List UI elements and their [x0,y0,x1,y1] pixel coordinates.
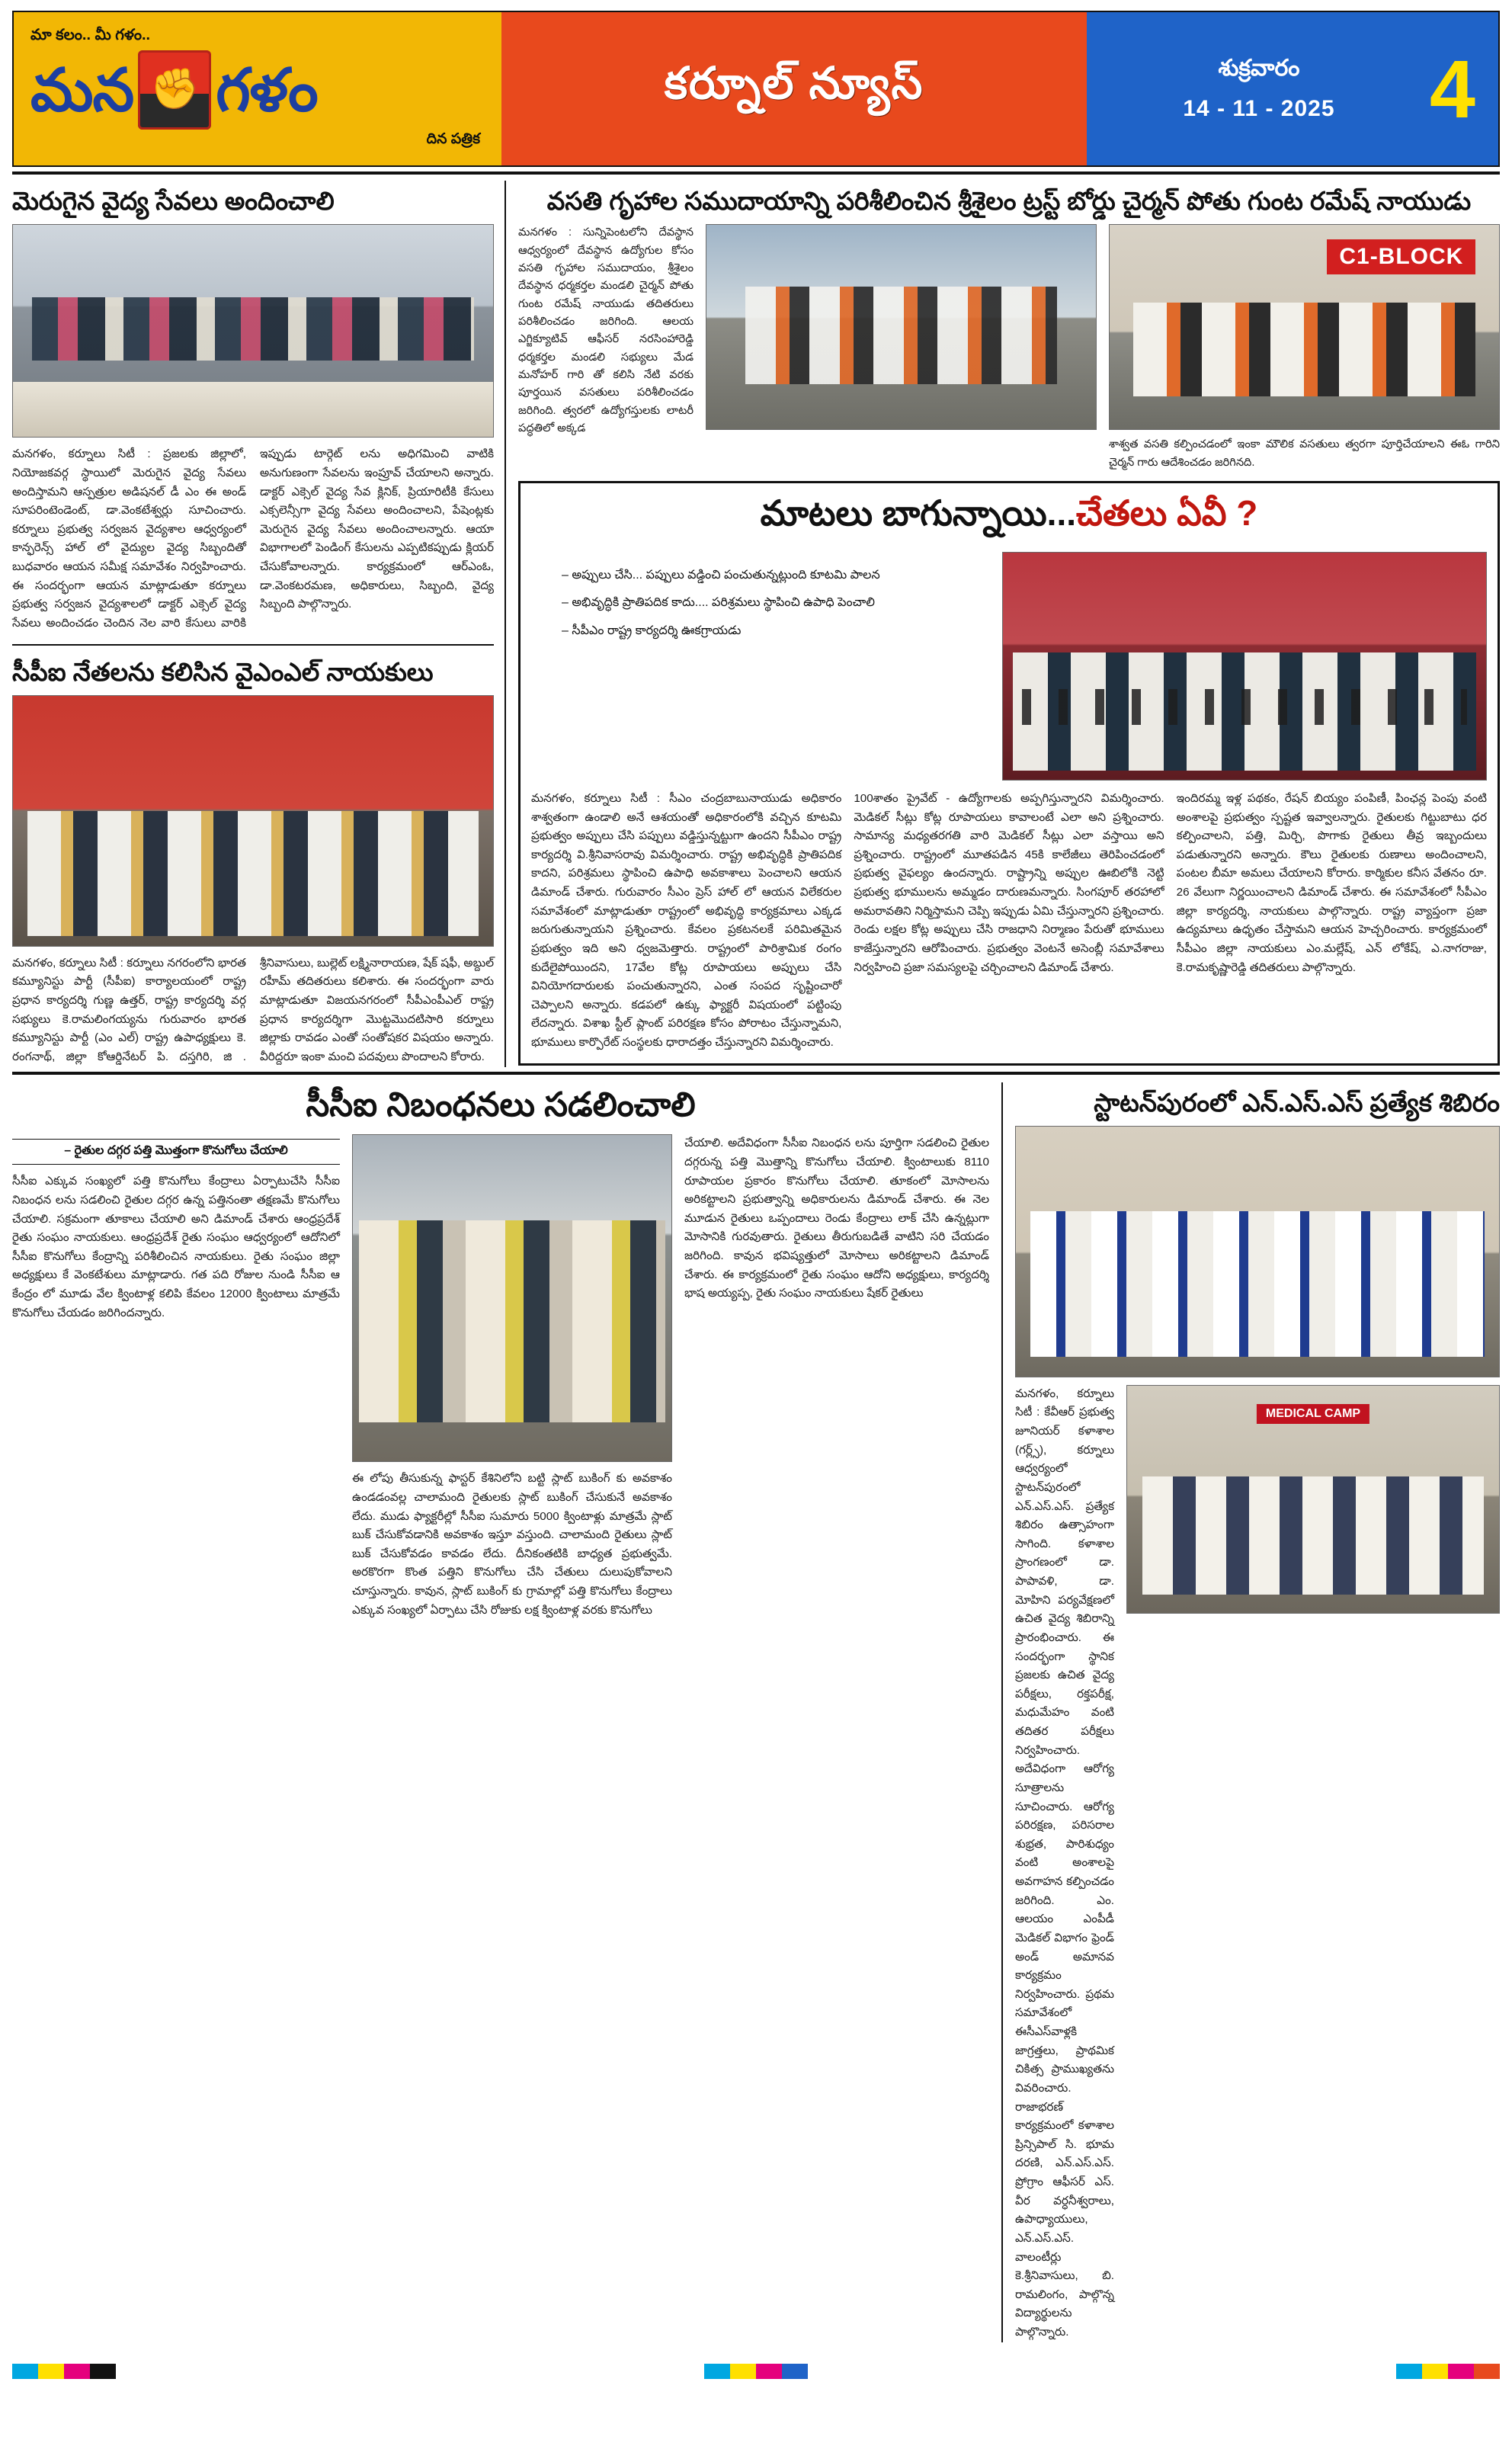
masthead-date: 14 - 11 - 2025 [1183,96,1335,121]
masthead-brand [14,12,501,165]
article3-col-2: 100శాతం ప్రైవేట్ - ఉద్యోగాలకు అప్పగిస్తున్నారని విమర్శించారు. మెడికల్ సీట్లు కోట్ల రూపాయలు కావాలంటే ఎలా అని ప్రశ్నించారు. సామాన్య మధ్యతరగతి వారి మెడికల్ సీట్లు ఎలా వస్తాయి అని ప్రశ్నించారు. రాష్ట్రంలో మూతపడిన 45కి కాలేజీలు తెరిపించడంలో ప్రభుత్వ వైఫల్యం ఉందన్నారు. రాష్ట్రాన్ని అప్పుల ఊబిలోకి నెట్టి ప్రభుత్వ భూములను అమ్మడం దారుణమన్నారు. సింగపూర్ తరహాలో అమరావతిని నిర్మిస్తామని చెప్పి ఇప్పుడు ఏమి చేస్తున్నారని ప్రశ్నించారు. రెండు లక్షల కోట్ల అప్పులు చేసి రాజధాని నిర్మాణం పేరుతో భూములు కాజేస్తున్నారని ఆరోపించారు. ప్రభుత్వం వెంటనే అసెంబ్లీ సమావేశాలు నిర్వహించి ప్రజా సమస్యలపై చర్చించాలని డిమాండ్ చేశారు. [854,791,1164,974]
column-right [506,181,1500,1067]
masthead-logo [30,50,501,130]
article6-photo-1 [1015,1126,1500,1377]
footer-registration-bars [12,2356,1500,2379]
article4-photo [12,695,494,947]
article-cci [12,1082,1003,2342]
article5-col-2: ఈ లోపు తీసుకున్న ఫాస్టర్ కేశినిలోని బట్టి స్లాట్ బుకింగ్ కు అవకాశం ఉండడంవల్ల చాలామంది రైతులకు స్లాట్ బుకింగ్ చేసుకునే అవకాశం లేదు. ముడు ఫ్యాక్టరీల్లో సీసీఐ సుమారు 5000 క్వింటాళ్లు మాత్రమే స్లాట్ బుక్ చేసుకోవడానికి అవకాశం ఇస్తూ వస్తుంది. చాలామంది రైతులు స్లాట్ బుక్ చేసుకోవడం కావడం లేదు. దీనికంతటికి బాధ్యత ప్రభుత్వమే. అరకొరగా కొంత పత్తిని కొనుగోలు చేసి చేతులు దులుపుకోవాలని చూస్తున్నారు. కావున, స్లాట్ బుకింగ్ కు గ్రామాల్లో పత్తి కొనుగోలు కేంద్రాలు ఎక్కువ సంఖ్యలో ఏర్పాటు చేసి రోజుకు లక్ష క్వింటాళ్ల వరకు కొనుగోలు [352,1472,672,1617]
article3-headline [531,492,1487,543]
article-cpi-meeting [12,656,494,1067]
article2-headline: వసతి గృహాల సముదాయాన్ని పరిశీలించిన శ్రీశైలం ట్రస్ట్ బోర్డు చైర్మన్ పోతు గుంట రమేష్ నాయుడు [546,187,1472,215]
color-swatch-yellow [1422,2364,1448,2379]
article3-headline-part1: మాటలు బాగున్నాయి... [760,492,1077,533]
masthead-logo-sub: దిన పత్రిక [426,131,480,147]
article2-row [518,224,1500,472]
article2-photo-1 [706,224,1097,430]
article-nss-camp [1003,1082,1500,2342]
article3-photo [1002,552,1487,781]
article5-right [684,1134,989,1303]
color-swatch-magenta [756,2364,782,2379]
bottom-band [12,1082,1500,2342]
article5-col-1: సీసీఐ ఎక్కువ సంఖ్యలో పత్తి కొనుగోలు కేంద్రాలు ఏర్పాటుచేసి సీసీఐ నిబంధన లను సడలించి రైతుల దగ్గర ఉన్న పత్తినంతా తక్షణమే కొనుగోలు చేయాలి. సక్రమంగా తూకాలు చేయాలి అని డిమాండ్ చేశారు ఆంధ్రప్రదేశ్ రైతు సంఘం నాయకులు. ఆంధ్రప్రదేశ్ రైతు సంఘం ఆధ్వర్యంలో ఆదోనిలో సీసీఐ కొనుగోలు కేంద్రాన్ని పరిశీలించిన నాయకులు. రైతు సంఘం జిల్లా అధ్యక్షులు కే వెంకటేశులు మాట్లాడారు. గత పది రోజుల నుండి సీసీఐ ఆ కేంద్రం లో మూడు వేల క్వింటాళ్ల కలిపి కేవలం 12000 క్వింటాలు మాత్రమే కొనుగోలు చేయడం జరిగిందన్నారు. [12,1175,340,1319]
article3-photo-wrap [1002,552,1487,781]
color-bar-group-right [1396,2364,1500,2379]
article3-bullet-1: – అప్పులు చేసి... పప్పులు వడ్డించి పంచుతున్నట్లుంది కూటమి పాలన [562,564,979,587]
article5-left [12,1134,340,1322]
top-band [12,181,1500,1067]
color-swatch-cyan [12,2364,38,2379]
masthead-logo-text-right: గళం [216,56,318,123]
color-swatch-magenta [1448,2364,1474,2379]
fist-icon: ✊ [138,50,211,130]
article4-body: మనగళం, కర్నూలు సిటీ : కర్నూలు నగరంలోని భారత కమ్యూనిస్టు పార్టీ (సీపీఐ) కార్యాలయంలో రాష్ట్ర ప్రధాన కార్యదర్శి గుణ్ణ ఉత్తర్, రాష్ట్ర కార్యదర్శి వర్గ సభ్యులు కె.రామలింగయ్యను గురువారం భారత కమ్యూనిస్టు పార్టీ (ఎం ఎల్) రాష్ట్ర ఉపాధ్యక్షులు కె. రంగనాథ్, జిల్లా కోఆర్డినేటర్ పి. దస్తగిరి, జి . శ్రీనివాసులు, బుల్లెట్ లక్ష్మినారాయణ, షేక్ షఫీ, అబ్దుల్ రహీమ్ తదితరులు కలిశారు. ఈ సందర్భంగా వారు మాట్లాడుతూ విజయనగరంలో సీపీఎంపీఎల్ రాష్ట్ర ప్రధాన కార్యదర్శిగా మొట్టమొదటిసారి కర్నూలు జిల్లాకు రావడం ఎంతో సంతోషకర విషయం అన్నారు. వీరిద్దరూ ఇంకా మంచి పదవులు పొందాలని కోరారు. [12,956,494,1063]
article1-photo [12,224,494,438]
masthead-logo-text-left: మన [30,56,134,123]
divider-1 [12,644,494,646]
article3-bullet-2: – అభివృద్ధికి ప్రాతిపదిక కాదు.... పరిశ్రమలు స్థాపించి ఉపాధి పెంచాలి [562,592,979,614]
article3-col-1: మనగళం, కర్నూలు సిటీ : సీఎం చంద్రబాబునాయుడు అధికారం శాశ్వతంగా ఉండాలి అనే ఆశయంతో అధికారంలోకి వచ్చిన కూటమి ప్రభుత్వం అప్పులు చేసి పప్పులు వడ్డిస్తున్నట్టుగా ఉందని సీపీఎం రాష్ట్ర కార్యదర్శి వి.శ్రీనివాసరావు విమర్శించారు. రాష్ట్ర అభివృద్ధికి ప్రాతిపదిక కాదని, పరిశ్రమలు స్థాపించి ఉపాధి అవకాశాలు పెంచాలని ఆయన డిమాండ్ చేశారు. గురువారం సీఎం ప్రెస్ హాల్ లో ఆయన విలేకరుల సమావేశంలో మాట్లాడుతూ రాష్ట్రంలో అభివృద్ధి కార్యక్రమాలు ఎక్కడ జరుగుతున్నాయని ప్రశ్నించారు. కేవలం ప్రకటనలకే పరిమితమైన ప్రభుత్వం ఇది అని ధ్వజమెత్తారు. రాష్ట్రంలో పారిశ్రామిక రంగం కుదేలైపోయిందని, 17వేల కోట్ల రూపాయలు అప్పులు చేసి వినియోగదారులకు పంచుతున్నారని, ఎంత సంపద సృష్టించారో చెప్పాలని అన్నారు. కడపలో ఉక్కు ఫ్యాక్టరీ విషయంలో పట్టింపు లేదన్నారు. విశాఖ స్టీల్ ప్లాంట్ పరిరక్షణ కోసం పోరాటం చేస్తున్నామని, భూములు కార్పొరేట్ సంస్థలకు ధారాదత్తం చేస్తున్నారని విమర్శించారు. [531,791,842,1050]
color-swatch-cyan [704,2364,730,2379]
article-cpm-presser [518,481,1500,1066]
article6-row [1015,1385,1500,2342]
article3-bullets [531,564,990,647]
article2-photo-2-wrap [1109,224,1500,472]
color-swatch-yellow [730,2364,756,2379]
article5-row [12,1134,989,1620]
article-hostel-inspection [518,185,1500,472]
article2-caption-right: శాశ్వత వసతి కల్పించడంలో ఇంకా మౌలిక వసతులు త్వరగా పూర్తిచేయాలని ఈఓ గారిని చైర్మన్ గారు ఆదేశించడం జరిగినది. [1109,438,1500,469]
color-bar-group-center [704,2364,808,2379]
article3-bullet-3: – సీపీఎం రాష్ట్ర కార్యదర్శి ఊకగ్రాయడు [562,620,979,643]
article5-col-3: చేయాలి. అదేవిధంగా సీసీఐ నిబంధన లను పూర్తిగా సడలించి రైతుల దగ్గరున్న పత్తి మొత్తాన్ని కొనుగోలు చేయాలి. క్వింటాలుకు 8110 రూపాయల ప్రకారం కొనుగోలు చేయాలి. తూకంలో మోసాలను అరికట్టాలని ప్రభుత్వాన్ని అధికారులను డిమాండ్ చేశారు. ఈ నెల మూడున రైతులు ఒప్పందాలు రెండు కేంద్రాలు లాక్ చేసి ఉన్నట్లుగా మోసానికి గురవుతారు. రైతులు తీరుగుబడితే వాటిని సరి చేయడం జరిగింది. కావున భవిష్యత్తులో మోసాలు అరికట్టాలని డిమాండ్ చేశారు. ఈ కార్యక్రమంలో రైతు సంఘం ఆదోని అధ్యక్షులు, కార్యదర్శి భాష అయ్యప్ప, రైతు సంఘం నాయకులు షేకర్ రైతులు [684,1137,989,1300]
article5-subhead: – రైతుల దగ్గర పత్తి మొత్తంగా కొనుగోలు చేయాలి [12,1139,340,1165]
article3-col-3: ఇందిరమ్మ ఇళ్ల పథకం, రేషన్ బియ్యం పంపిణీ, పింఛన్ల పెంపు వంటి అంశాలపై ప్రభుత్వం స్పష్టత ఇవ్వాలన్నారు. రైతులకు గిట్టుబాటు ధర కల్పించాలని, పత్తి, మిర్చి, పొగాకు రైతులు తీవ్ర ఇబ్బందులు పడుతున్నారని అన్నారు. కౌలు రైతులకు రుణాలు అందించాలని, పంటల బీమా అమలు చేయాలని కోరారు. కార్మికుల కనీస వేతనం రూ. 26 వేలుగా నిర్ణయించాలని డిమాండ్ చేశారు. ఈ సమావేశంలో సీపీఎం జిల్లా కార్యదర్శి, నాయకులు పాల్గొన్నారు. రాష్ట్ర వ్యాప్తంగా ప్రజా ఉద్యమాలు ఉధృతం చేస్తామని ఆయన హెచ్చరించారు. కార్యక్రమంలో సీపీఎం జిల్లా నాయకులు ఎం.మల్లేష్, ఎన్ లోకేష్, ఎ.నాగరాజు, కె.రామకృష్ణారెడ్డి తదితరులు పాల్గొన్నారు. [1176,791,1487,974]
masthead-rule [12,172,1500,175]
page-number: 4 [1429,42,1475,135]
article3-headline-part2: చేతలు ఏవీ ? [1076,492,1258,533]
masthead [12,11,1500,167]
article2-photo-2 [1109,224,1500,430]
masthead-edition [501,12,1087,165]
color-swatch-black [90,2364,116,2379]
article4-headline: సీపీఐ నేతలను కలిసిన వైఎంఎల్ నాయకులు [12,657,434,686]
color-swatch-red [1474,2364,1500,2379]
article3-body-row [531,790,1487,1053]
color-bar-group-left [12,2364,116,2379]
article6-photo-2 [1126,1385,1500,1614]
band-divider [12,1072,1500,1075]
article2-caption-left: మనగళం : సున్నిపెంటలోని దేవస్థాన ఆధ్వర్యంలో దేవస్థాన ఉద్యోగుల కోసం వసతి గృహాల సముదాయం, శ్రీశైలం దేవస్థాన ధర్మకర్తల మండలి చైర్మన్ పోతు గుంట రమేష్ నాయుడు తదితరులు పరిశీలించడం జరిగింది. ఆలయ ఎగ్జిక్యూటివ్ ఆఫీసర్ నరసింహారెడ్డి ధర్మకర్తల మండలి సభ్యులు మేడ మనోహర్ గారి తో కలిసి నేటి వరకు పూర్తయిన వసతులు పరిశీలించడం జరిగింది. త్వరలో ఉద్యోగస్తులకు లాటరీ పద్ధతిలో అక్కడ [518,226,694,435]
color-swatch-blue [782,2364,808,2379]
masthead-date-box [1102,56,1416,122]
article6-headline: స్టాటన్‌పురంలో ఎన్‌.ఎస్‌.ఎస్ ప్రత్యేక శిబిరం [1094,1088,1500,1117]
article2-photo-1-wrap [706,224,1097,430]
article6-body-left: మనగళం, కర్నూలు సిటీ : కేవీఆర్ ప్రభుత్వ జూనియర్ కళాశాల (గర్ల్స్), కర్నూలు ఆధ్వర్యంలో స్టాటన్‌పురంలో ఎన్.ఎస్.ఎస్. ప్రత్యేక శిబిరం ఉత్సాహంగా సాగింది. కళాశాల ప్రాంగణంలో డా. పాపావళి, డా. మోహిని పర్యవేక్షణలో ఉచిత వైద్య శిబిరాన్ని ప్రారంభించారు. ఈ సందర్భంగా స్థానిక ప్రజలకు ఉచిత వైద్య పరీక్షలు, రక్తపరీక్ష, మధుమేహం వంటి తదితర పరీక్షలు నిర్వహించారు. అదేవిధంగా ఆరోగ్య సూత్రాలను సూచించారు. ఆరోగ్య పరిరక్షణ, పరిసరాల శుభ్రత, పారిశుధ్యం వంటి అంశాలపై అవగాహన కల్పించడం జరిగింది. ఎం. ఆలయం ఎంపీడీ మెడికల్ విభాగం ఫ్రెండ్ అండ్ అమానవ కార్యక్రమం నిర్వహించారు. ప్రథమ సమావేశంలో ఈసీఎస్‌వాళ్లకి జాగ్రత్తలు, ప్రాథమిక చికిత్స ప్రాముఖ్యతను వివరించారు. రాజాభరణ్ కార్యక్రమంలో కళాశాల ప్రిన్సిపాల్ సి. భూమ దరణి, ఎన్.ఎస్.ఎస్. ప్రోగ్రాం ఆఫీసర్ ఎస్. వీర వర్ధనీశ్వరాలు, ఉపాధ్యాయులు, ఎన్.ఎస్.ఎస్. వాలంటీర్లు కె.శ్రీనివాసులు, బి. రామలింగం, పాల్గొన్న విద్యార్థులను పాల్గొన్నారు. [1015,1387,1114,2339]
column-left [12,181,506,1067]
article6-photo-2-wrap [1126,1385,1500,1614]
masthead-edition-label: కర్నూల్ న్యూస్ [664,58,924,108]
article1-headline: మెరుగైన వైద్య సేవలు అందించాలి [12,187,335,215]
color-swatch-yellow [38,2364,64,2379]
article5-photo [352,1134,672,1462]
article3-top-row [531,552,1487,781]
article1-body: మనగళం, కర్నూలు సిటీ : ప్రజలకు జిల్లాలో, నియోజకవర్గ స్థాయిలో మెరుగైన వైద్య సేవలు అందిస్తామని ఆస్పత్రుల అడిషనల్ డీ ఎం ఈ అండ్ సూపరింటెండెంట్, డా.వెంకటేశ్వర్లు సూచించారు. కర్నూలు ప్రభుత్వ సర్వజన వైద్యశాల ఆధ్వర్యంలో కాన్ఫరెన్స్ హాల్ లో వైద్యుల వైద్య సిబ్బందితో బుధవారం ఆయన సమీక్ష సమావేశం నిర్వహించారు. ఈ సందర్భంగా ఆయన మాట్లాడుతూ కర్నూలు ప్రభుత్వ సర్వజన వైద్యశాలలో డాక్టర్ ఎక్సెల్ వైద్య సేవలు అందించడం చెందిన నెల వారి కేసులు వారికి ఇప్పుడు టార్గెట్ లను అధిగమించి వాటికి అనుగుణంగా సేవలను ఇంప్రూవ్ చేయాలని అన్నారు. డాక్టర్ ఎక్సెల్ వైద్య సేవ క్లినిక్, ప్రియారిటీకి కేసులు ఎక్సలెన్సీగా వైద్య సేవలు అందించాలని, పేషెంట్లకు మెరుగైన వైద్య సేవలు అందించాలన్నారు. ఆయా విభాగాలలో పెండింగ్ కేసులను ఎప్పటికప్పుడు క్లియర్ చేసుకోవాలన్నారు. కార్యక్రమంలో ఆర్ఎంఓ, డా.వెంకటరమణ, అధికారులు, సిబ్బంది, వైద్య సిబ్బంది పాల్గొన్నారు. [12,447,494,630]
article5-mid [352,1134,672,1620]
color-swatch-cyan [1396,2364,1422,2379]
masthead-tagline: మా కలం.. మీ గళం.. [30,27,151,43]
masthead-day: శుక్రవారం [1218,56,1300,81]
masthead-dateblock [1087,12,1498,165]
color-swatch-magenta [64,2364,90,2379]
article-medical-services [12,185,494,633]
article5-headline: సీసీఐ నిబంధనలు సడలించాలి [306,1085,696,1124]
